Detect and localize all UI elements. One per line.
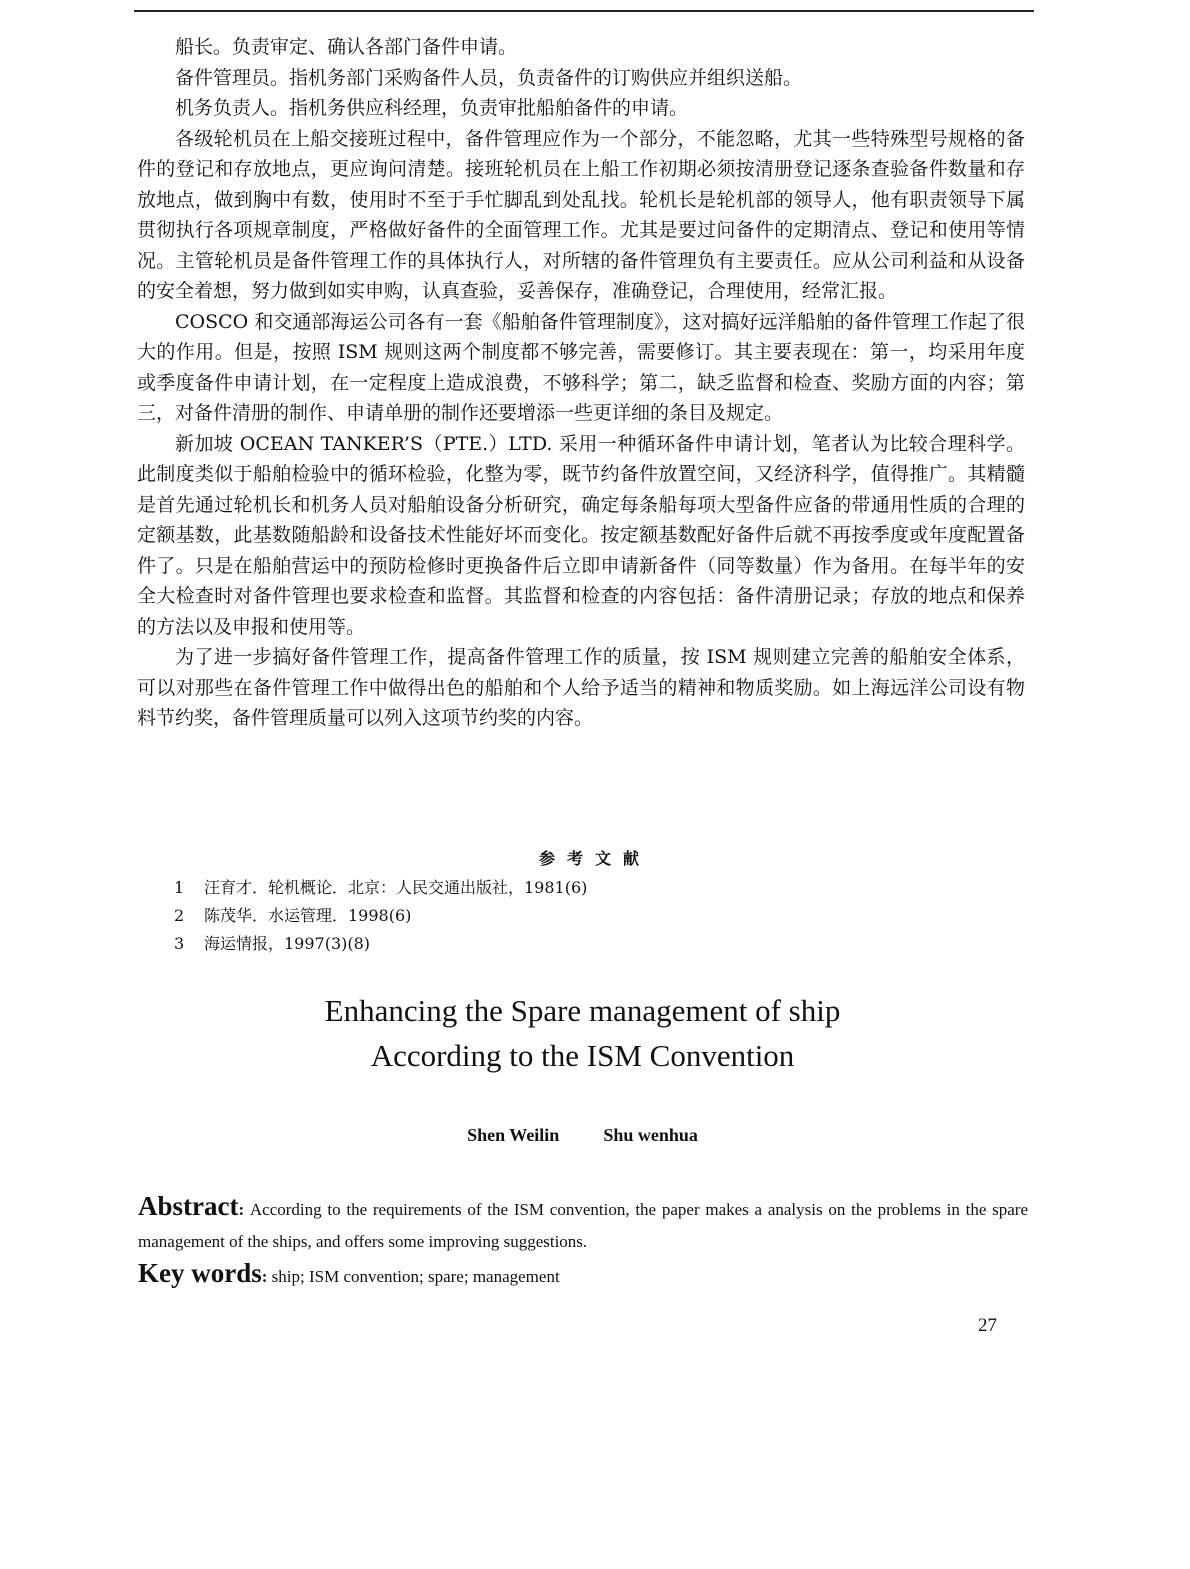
reference-item xyxy=(174,874,587,902)
paragraph: 机务负责人。指机务供应科经理，负责审批船舶备件的申请。 xyxy=(175,97,689,119)
header-rule xyxy=(134,10,1034,12)
english-title-line-2: According to the ISM Convention xyxy=(370,1038,795,1073)
authors xyxy=(0,1125,1165,1146)
reference-number: 3 xyxy=(174,934,185,953)
paragraph: COSCO 和交通部海运公司各有一套《船舶备件管理制度》，这对搞好远洋船舶的备件管理工作起了很大的作用。但是，按照 ISM 规则这两个制度都不够完善，需要修订。其主要表现在：第一，均采用年度或季度备件申请计划，在一定程度上造成浪费，不够科学；第二，缺乏监督和检查、奖励方面的内容；第三，对备件清册的制作、申请单册的制作还要增添一些更详细的条目及规定。 xyxy=(137,310,1025,424)
keywords-text: ship; ISM convention; spare; management xyxy=(271,1267,560,1286)
abstract-label: Abstract xyxy=(138,1191,239,1221)
reference-number: 1 xyxy=(174,878,185,897)
english-title-line-1: Enhancing the Spare management of ship xyxy=(324,993,841,1028)
keywords-label: Key words xyxy=(138,1258,262,1288)
page-number: 27 xyxy=(978,1315,997,1336)
paragraph: 备件管理员。指机务部门采购备件人员，负责备件的订购供应并组织送船。 xyxy=(175,66,803,89)
paragraph: 船长。负责审定、确认各部门备件申请。 xyxy=(175,36,518,58)
keywords: Key words: ship; ISM convention; spare; management xyxy=(138,1258,560,1288)
references-heading: 参考文献 xyxy=(538,849,651,868)
author-1: Shen Weilin xyxy=(467,1125,560,1145)
reference-item xyxy=(174,930,587,958)
paragraph: 为了进一步搞好备件管理工作，提高备件管理工作的质量，按 ISM 规则建立完善的船舶安全体系，可以对那些在备件管理工作中做得出色的船舶和个人给予适当的精神和物质奖励。如上海远洋公司设有物料节约奖，备件管理质量可以列入这项节约奖的内容。 xyxy=(137,646,1025,729)
reference-number: 2 xyxy=(174,906,185,925)
abstract-text: According to the requirements of the ISM convention, the paper makes a analysis on the problems in the spare management of the ships, and offers some improving suggestions. xyxy=(138,1200,1028,1251)
references-list xyxy=(174,874,587,958)
paragraph: 各级轮机员在上船交接班过程中，备件管理应作为一个部分，不能忽略，尤其一些特殊型号规格的备件的登记和存放地点，更应询问清楚。接班轮机员在上船工作初期必须按清册登记逐条查验备件数量和存放地点，做到胸中有数，使用时不至于手忙脚乱到处乱找。轮机长是轮机部的领导人，他有职责领导下属贯彻执行各项规章制度，严格做好备件的全面管理工作。尤其是要过问备件的定期清点、登记和使用等情况。主管轮机员是备件管理工作的具体执行人，对所辖的备件管理负有主要责任。应从公司利益和从设备的安全着想，努力做到如实申购，认真查验，妥善保存，准确登记，合理使用，经常汇报。 xyxy=(137,127,1025,302)
author-2: Shu wenhua xyxy=(603,1125,698,1145)
reference-item xyxy=(174,902,587,930)
body-text xyxy=(137,32,1025,734)
paragraph: 新加坡 OCEAN TANKER’S（PTE.）LTD. 采用一种循环备件申请计划，笔者认为比较合理科学。此制度类似于船舶检验中的循环检验，化整为零，既节约备件放置空间，又经济科学，值得推广。其精髓是首先通过轮机长和机务人员对船舶设备分析研究，确定每条船每项大型备件应备的带通用性质的合理的定额基数，此基数随船龄和设备技术性能好坏而变化。按定额基数配好备件后就不再按季度或年度配置备件了。只是在船舶营运中的预防检修时更换备件后立即申请新备件（同等数量）作为备用。在每半年的安全大检查时对备件管理也要求检查和监督。其监督和检查的内容包括：备件清册记录；存放的地点和保养的方法以及申报和使用等。 xyxy=(137,432,1025,638)
reference-text: 陈茂华．水运管理．1998(6) xyxy=(204,906,412,925)
reference-text: 汪育才．轮机概论．北京：人民交通出版社，1981(6) xyxy=(204,878,588,897)
reference-text: 海运情报，1997(3)(8) xyxy=(204,934,371,953)
english-title xyxy=(0,988,1165,1078)
abstract: Abstract: According to the requirements of the ISM convention, the paper makes a analysis on the problems in the spare management of the ships, and offers some improving suggestions. xyxy=(138,1191,1028,1251)
